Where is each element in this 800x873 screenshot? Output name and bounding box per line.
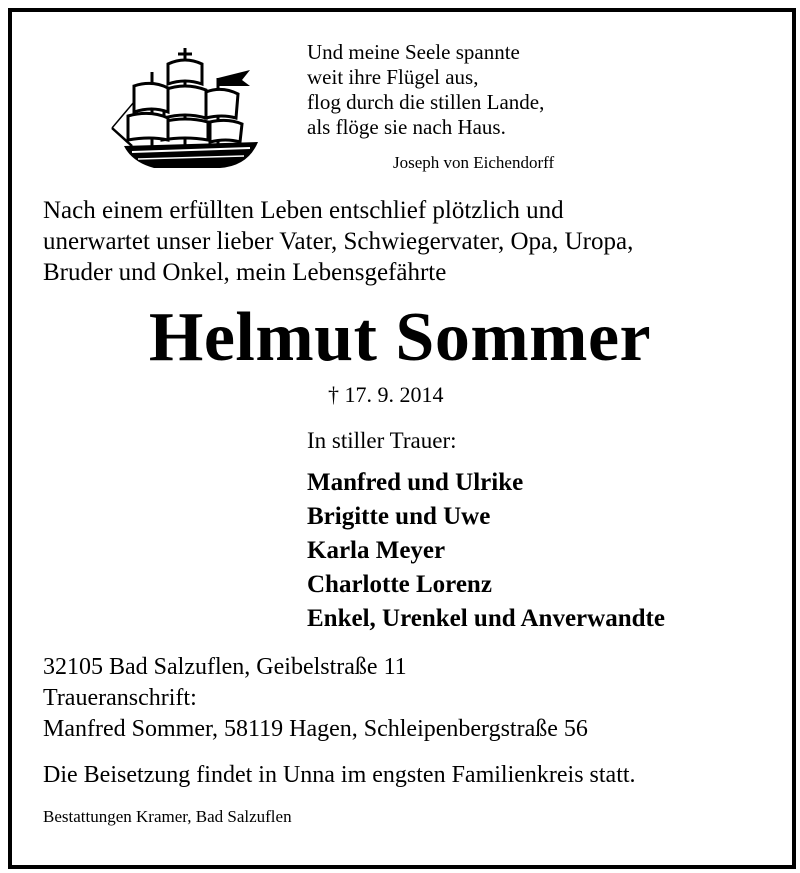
mourning-address-label: Traueranschrift:: [43, 685, 197, 711]
intro-line: Nach einem erfüllten Leben entschlief plötzlich und: [43, 197, 564, 224]
poem-line: Und meine Seele spannte: [307, 40, 520, 64]
sailing-ship-icon: [110, 42, 265, 172]
address-block: [43, 652, 588, 745]
poem: [307, 40, 544, 140]
mourner-name: Karla Meyer: [307, 537, 446, 564]
poem-author: Joseph von Eichendorff: [393, 153, 555, 172]
poem-line: weit ihre Flügel aus,: [307, 65, 479, 89]
mourners-list: [307, 466, 665, 636]
deceased-name: Helmut Sommer: [148, 299, 652, 376]
funeral-notice: Die Beisetzung findet in Unna im engsten Familienkreis statt.: [43, 762, 636, 788]
intro-line: unerwartet unser lieber Vater, Schwiegervater, Opa, Uropa,: [43, 228, 634, 255]
mourning-address: Manfred Sommer, 58119 Hagen, Schleipenbergstraße 56: [43, 716, 588, 742]
mourner-name: Charlotte Lorenz: [307, 571, 492, 598]
mourner-name: Brigitte und Uwe: [307, 503, 491, 530]
poem-line: flog durch die stillen Lande,: [307, 90, 545, 114]
mourner-name: Enkel, Urenkel und Anverwandte: [307, 605, 665, 632]
death-date: † 17. 9. 2014: [328, 382, 444, 407]
undertaker: Bestattungen Kramer, Bad Salzuflen: [43, 807, 292, 826]
intro-line: Bruder und Onkel, mein Lebensgefährte: [43, 259, 447, 286]
intro-text: [43, 195, 633, 288]
poem-line: als flöge sie nach Haus.: [307, 115, 506, 139]
mourner-name: Manfred und Ulrike: [307, 469, 524, 496]
mourning-heading: In stiller Trauer:: [307, 428, 457, 453]
home-address: 32105 Bad Salzuflen, Geibelstraße 11: [43, 654, 407, 680]
